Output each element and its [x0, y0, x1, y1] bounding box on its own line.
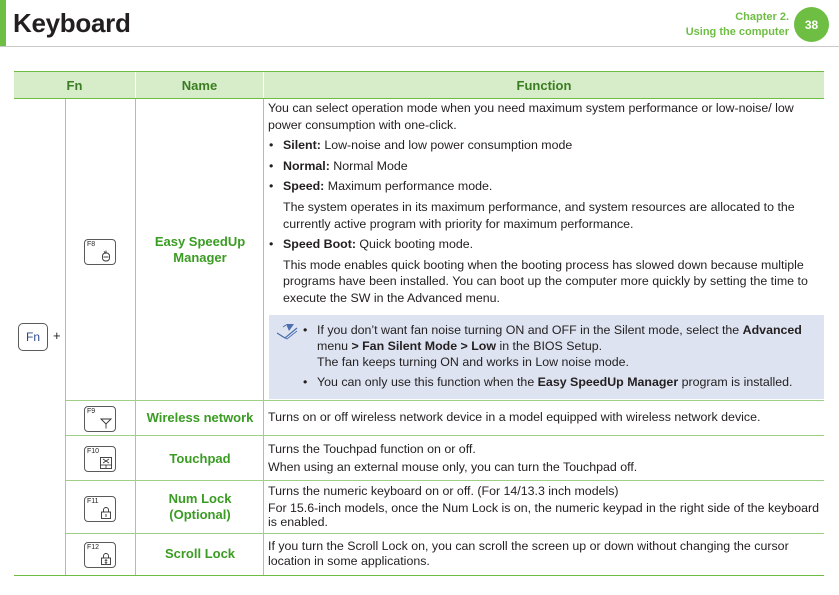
- key-label: F9: [87, 408, 96, 415]
- row-divider: [65, 533, 824, 534]
- function-key-table: [14, 71, 824, 576]
- wireless-antenna-icon: [100, 417, 112, 429]
- note-item: • If you don’t want fan noise turning ON and OFF in the Silent mode, select the Advanced menu > Fan Silent Mode > Low in the BIOS Setup. The fan keeps turning ON and works in Low noise mode.: [303, 322, 818, 371]
- row-name-num-lock: Num Lock (Optional): [168, 491, 232, 522]
- intro-text: You can select operation mode when you need maximum system performance or low-noise/ low power consumption with one-click.: [268, 101, 794, 132]
- chapter-number: Chapter 2.: [735, 11, 789, 23]
- key-label: F8: [87, 241, 96, 248]
- note-body: [303, 322, 818, 390]
- key-label: F12: [87, 544, 100, 551]
- column-header-fn: Fn: [14, 72, 136, 98]
- page-title: Keyboard: [13, 8, 131, 38]
- list-item-speed: • Speed: Maximum performance mode.: [268, 178, 823, 195]
- row-divider: [65, 435, 824, 436]
- column-header-name: Name: [136, 72, 264, 98]
- note-pencil-icon: [275, 321, 299, 341]
- f11-key: [84, 496, 116, 522]
- num-lock-icon: [100, 507, 112, 519]
- row-function-touchpad: Turns the Touchpad function on or off. When using an external mouse only, you can turn the Touchpad off.: [268, 442, 638, 474]
- key-label: F11: [87, 498, 99, 505]
- f8-key: [84, 239, 116, 265]
- page-number-badge: 38: [794, 7, 829, 42]
- row-function-scroll-lock: If you turn the Scroll Lock on, you can scroll the screen up or down without changing the cursor location in some applications.: [268, 539, 789, 568]
- f10-key: [84, 446, 116, 472]
- plus-sign: +: [53, 328, 61, 343]
- column-header-function: Function: [516, 77, 572, 93]
- list-item-normal: • Normal: Normal Mode: [268, 158, 823, 175]
- row-name-scroll-lock: Scroll Lock: [164, 546, 236, 561]
- row-name-easy-speedup: Easy SpeedUp Manager: [154, 234, 246, 265]
- row-function-num-lock: Turns the numeric keyboard on or off. (For 14/13.3 inch models) For 15.6-inch models, once the Num Lock is on, the numeric keypad in the right side of the keyboard is enabled.: [268, 484, 819, 530]
- note-item: • You can only use this function when the Easy SpeedUp Manager program is installed.: [303, 374, 818, 390]
- f12-key: [84, 542, 116, 568]
- note-box: [269, 315, 824, 399]
- fn-key: Fn: [18, 323, 48, 351]
- row-function-wireless: Turns on or off wireless network device in a model equipped with wireless network device.: [268, 410, 761, 424]
- row-divider: [65, 400, 824, 401]
- accent-bar: [0, 0, 6, 47]
- key-label: F10: [87, 448, 100, 455]
- scroll-lock-icon: [100, 553, 112, 565]
- chapter-label: [686, 10, 789, 40]
- list-item-silent: • Silent: Low-noise and low power consumption mode: [268, 137, 823, 154]
- row-function-easy-speedup: [268, 100, 823, 307]
- touchpad-icon: [100, 457, 112, 469]
- column-divider: [65, 99, 66, 575]
- speed-boot-description: This mode enables quick booting when the booting process has slowed down because multiple programs have been installed. You can boot up the computer more quickly by setting the time to execute the SW in the Advanced menu.: [283, 257, 808, 305]
- list-item-speed-boot: • Speed Boot: Quick booting mode.: [268, 236, 823, 253]
- row-name-touchpad: Touchpad: [169, 451, 231, 466]
- fan-speed-icon: [100, 250, 112, 262]
- row-name-wireless: Wireless network: [146, 410, 254, 425]
- chapter-title: Using the computer: [685, 26, 789, 38]
- speed-description: The system operates in its maximum performance, and system resources are allocated to the currently active program with priority for maximum performance.: [283, 199, 795, 231]
- table-header: [14, 72, 824, 99]
- row-divider: [65, 480, 824, 481]
- f9-key: [84, 406, 116, 432]
- header-rule: [0, 46, 839, 47]
